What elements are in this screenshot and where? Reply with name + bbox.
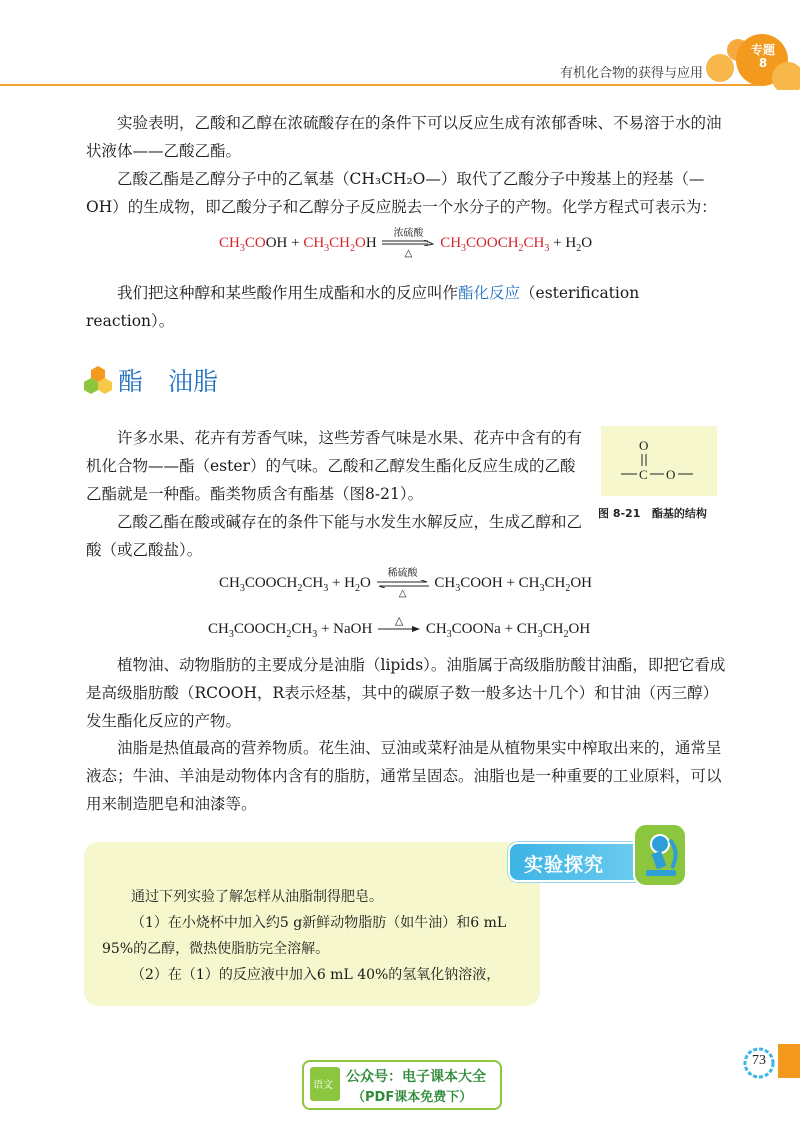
reversible-arrow: 稀硫酸 △ [377, 577, 429, 591]
watermark-line-2: （PDF课本免费下） [352, 1090, 473, 1105]
forward-arrow: △ [378, 623, 420, 637]
page-number: 73 [752, 1053, 766, 1068]
section-title: 酯 油脂 [118, 367, 219, 396]
term-esterification: 酯化反应 [458, 284, 521, 302]
fats-paragraph-2: 油脂是热值最高的营养物质。花生油、豆油或菜籽油是从植物果实中榨取出来的，通常呈液态；牛油、羊油是动物体内含有的脂肪，通常呈固态。油脂也是一种重要的工业原料，可以用来制造肥皂和油漆等。 [86, 739, 722, 813]
experiment-label: 实验探究 [524, 854, 605, 876]
ester-paragraph-1: 许多水果、花卉有芳香气味，这些芳香气味是水果、花卉中含有的有机化合物——酯（ester）的气味。乙酸和乙醇发生酯化反应生成的乙酸乙酯就是一种酯。酯类物质含有酯基（图8-21）。 [86, 429, 583, 503]
intro-paragraph-1: 实验表明，乙酸和乙醇在浓硫酸存在的条件下可以反应生成有浓郁香味、不易溶于水的油状液体——乙酸乙酯。 [86, 114, 722, 160]
microscope-icon [632, 822, 688, 888]
chapter-badge-label: 专题 8 [750, 43, 775, 70]
hydrolysis-base-equation: $CH_3COOCH_2CH_3$ + NaOH △ $CH_3COONa + CH_3CH_2OH$ [208, 613, 591, 640]
ester-group-structure [601, 426, 717, 496]
esterification-definition: 我们把这种醇和某些酸作用生成酯和水的反应叫作酯化反应（esterification reaction）。 [86, 284, 640, 330]
ester-group-figure [601, 426, 717, 496]
section-hexagon-icon [83, 365, 113, 395]
experiment-box [84, 842, 540, 1006]
page-edge-bar [778, 1044, 800, 1078]
experiment-line-4: （2）在（1）的反应液中加入6 mL 40%的氢氧化钠溶液， [131, 967, 501, 983]
esterification-equation: $CH_3COOH + CH_3CH_2OH$ 浓硫酸 △ $CH_3COOCH_2CH_3 + H_2O$ [219, 227, 593, 259]
svg-text:O: O [666, 467, 676, 482]
hydrolysis-acid-equation: $CH_3COOCH_2CH_3 + H_2O$ 稀硫酸 △ $CH_3COOH + CH_3CH_2OH$ [219, 567, 593, 599]
chapter-title: 有机化合物的获得与应用 [560, 66, 704, 81]
watermark-banner [302, 1060, 502, 1110]
experiment-line-3: 95%的乙醇，微热使脂肪完全溶解。 [102, 941, 330, 957]
experiment-line-2: （1）在小烧杯中加入约5 g新鲜动物脂肪（如牛油）和6 mL [131, 915, 507, 931]
experiment-line-1: 通过下列实验了解怎样从油脂制得肥皂。 [131, 889, 383, 905]
header-rule [0, 84, 758, 86]
ester-paragraph-2: 乙酸乙酯在酸或碱存在的条件下能与水发生水解反应，生成乙醇和乙酸（或乙酸盐）。 [86, 513, 583, 559]
intro-paragraph-2: 乙酸乙酯是乙醇分子中的乙氧基（CH₃CH₂O—）取代了乙酸分子中羧基上的羟基（—OH）的生成物，即乙酸分子和乙醇分子反应脱去一个水分子的产物。化学方程式可表示为： [86, 170, 717, 216]
figure-caption: 图 8-21 酯基的结构 [598, 507, 707, 520]
svg-text:O: O [639, 438, 649, 453]
experiment-label-tab [508, 842, 646, 882]
watermark-line-1: 公众号：电子课本大全 [346, 1069, 486, 1085]
reaction-arrow: 浓硫酸 △ [382, 237, 434, 251]
svg-text:C: C [639, 467, 648, 482]
watermark-book-icon: 语文 [310, 1067, 340, 1101]
fats-paragraph-1: 植物油、动物脂肪的主要成分是油脂（lipids）。油脂属于高级脂肪酸甘油酯，即把它看成是高级脂肪酸（RCOOH，R表示烃基，其中的碳原子数一般多达十几个）和甘油（丙三醇）发生酯化反应的产物。 [86, 656, 726, 730]
